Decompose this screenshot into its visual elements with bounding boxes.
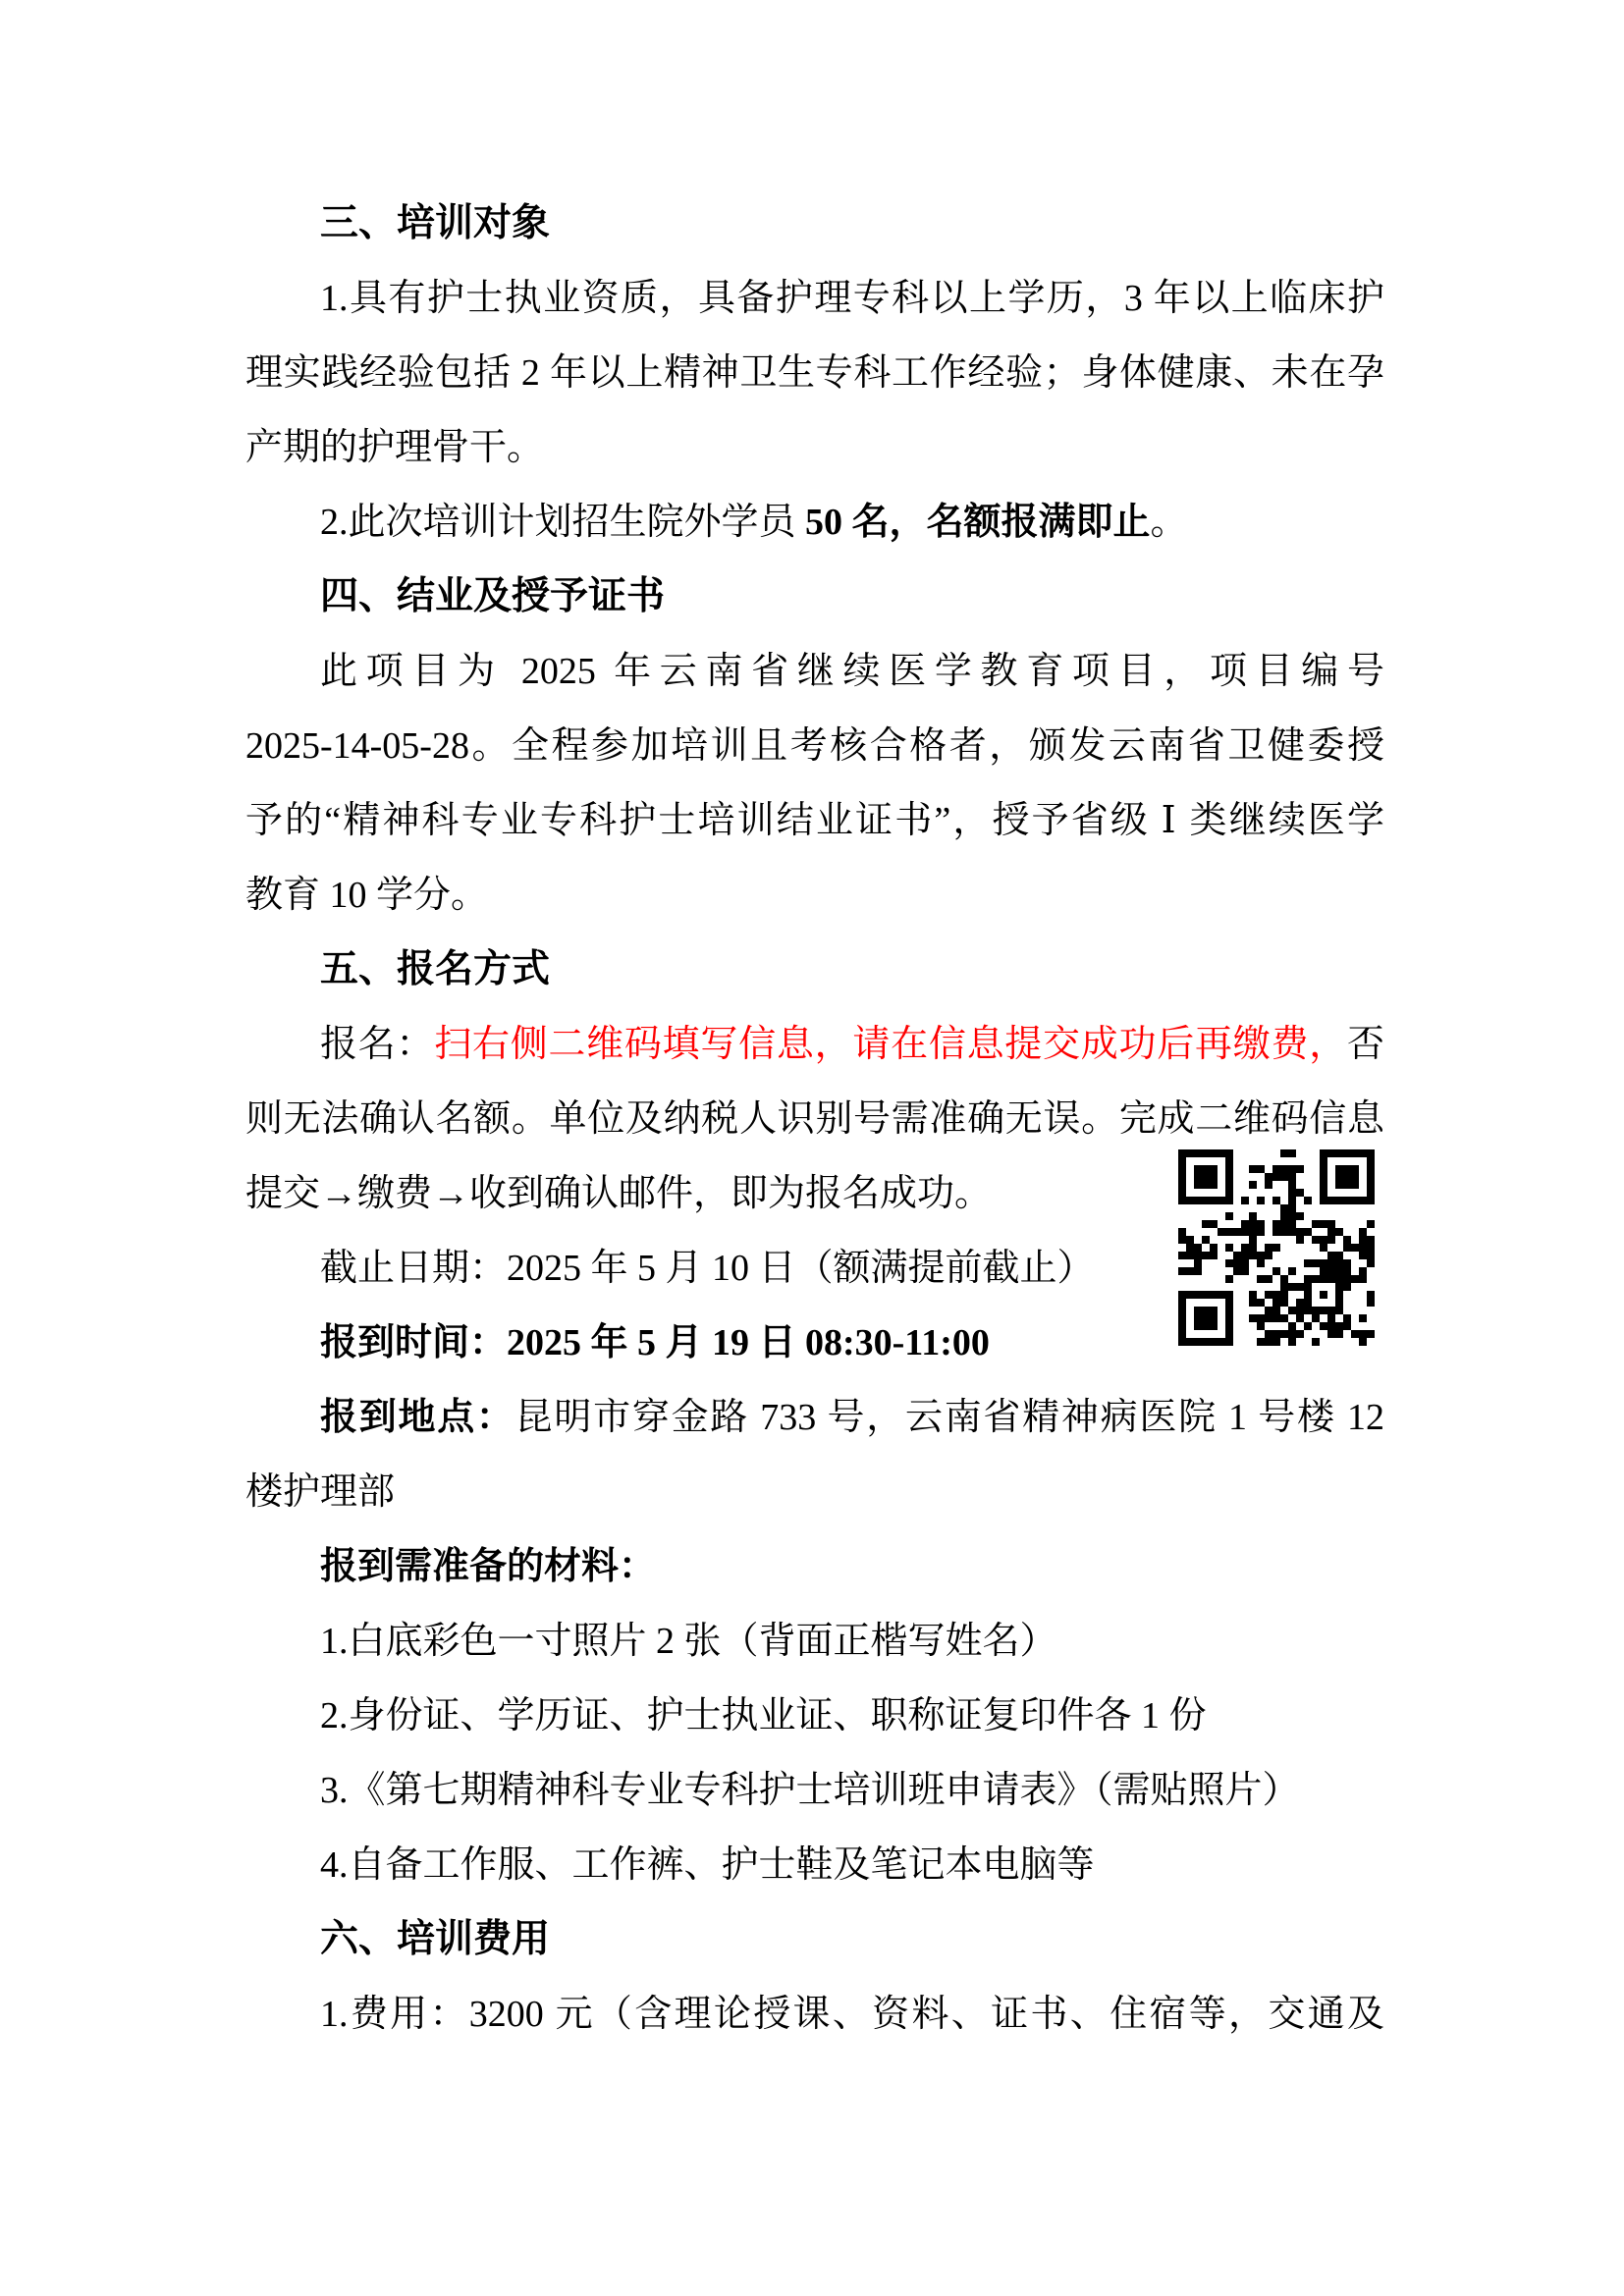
text-line [245, 634, 1384, 709]
text-line [245, 261, 1384, 336]
text-column [245, 187, 1384, 2052]
text-segment: 楼护理部 [245, 1471, 396, 1513]
section-heading [245, 933, 1384, 1007]
section-heading [245, 187, 1384, 261]
text-line [245, 1753, 1384, 1828]
text-line [245, 1828, 1384, 1902]
text-segment: 理实践经验包括 2 年以上精神卫生专科工作经验；身体健康、未在孕 [245, 352, 1384, 394]
text-segment: 4.自备工作服、工作裤、护士鞋及笔记本电脑等 [320, 1844, 1095, 1886]
text-segment: 否 [1346, 1024, 1384, 1065]
text-segment: 3.《第七期精神科专业专科护士培训班申请表》（需贴照片） [320, 1770, 1300, 1811]
text-line [245, 410, 1384, 485]
text-line [245, 858, 1384, 933]
text-line [245, 1679, 1384, 1753]
text-segment: 1.白底彩色一寸照片 2 张（背面正楷写姓名） [320, 1621, 1057, 1662]
text-line [245, 1455, 1384, 1529]
text-segment: 50 名，名额报满即止 [805, 502, 1151, 543]
text-segment: 2.身份证、学历证、护士执业证、职称证复印件各 1 份 [320, 1695, 1207, 1736]
text-line [245, 1977, 1384, 2052]
text-segment: 五、报名方式 [320, 948, 551, 990]
text-segment: 产期的护理骨干。 [245, 427, 545, 468]
text-line [245, 1604, 1384, 1679]
text-line [245, 1529, 1384, 1604]
text-segment: 予的“精神科专业专科护士培训结业证书”，授予省级 Ⅰ 类继续医学 [245, 800, 1384, 841]
text-segment: 四、结业及授予证书 [320, 575, 666, 617]
text-line [245, 1082, 1384, 1156]
section-heading [245, 1902, 1384, 1977]
text-segment: 报到地点： [320, 1397, 515, 1438]
text-segment: 报名： [320, 1024, 435, 1065]
text-segment: 2025-14-05-28。全程参加培训且考核合格者，颁发云南省卫健委授 [245, 725, 1384, 767]
text-line [245, 1007, 1384, 1082]
text-segment: 此项目为 2025 年云南省继续医学教育项目，项目编号 [320, 651, 1384, 692]
text-segment: 则无法确认名额。单位及纳税人识别号需准确无误。完成二维码信息 [245, 1098, 1384, 1140]
text-line [245, 485, 1384, 560]
text-segment: 截止日期：2025 年 5 月 10 日（额满提前截止） [320, 1248, 1095, 1289]
text-segment: 昆明市穿金路 733 号，云南省精神病医院 1 号楼 12 [514, 1397, 1384, 1438]
text-segment: 。 [1150, 502, 1188, 543]
text-segment: 三、培训对象 [320, 202, 551, 244]
qr-code-image [1178, 1149, 1375, 1346]
text-segment: 教育 10 学分。 [245, 875, 489, 916]
text-line [245, 783, 1384, 858]
text-line [245, 336, 1384, 410]
text-segment: 1.费用：3200 元（含理论授课、资料、证书、住宿等，交通及 [320, 1994, 1384, 2035]
text-segment: 提交→缴费→收到确认邮件，即为报名成功。 [245, 1173, 993, 1214]
registration-qr-code [1178, 1149, 1375, 1346]
text-segment: 2.此次培训计划招生院外学员 [320, 502, 806, 543]
text-line [245, 709, 1384, 783]
text-line [245, 1380, 1384, 1455]
section-heading [245, 560, 1384, 634]
text-segment: 扫右侧二维码填写信息，请在信息提交成功后再缴费， [434, 1024, 1347, 1065]
text-segment: 六、培训费用 [320, 1918, 551, 1960]
text-segment: 报到时间：2025 年 5 月 19 日 08:30-11:00 [320, 1322, 990, 1363]
text-segment: 报到需准备的材料： [320, 1546, 657, 1587]
text-segment: 1.具有护士执业资质，具备护理专科以上学历，3 年以上临床护 [320, 278, 1384, 319]
